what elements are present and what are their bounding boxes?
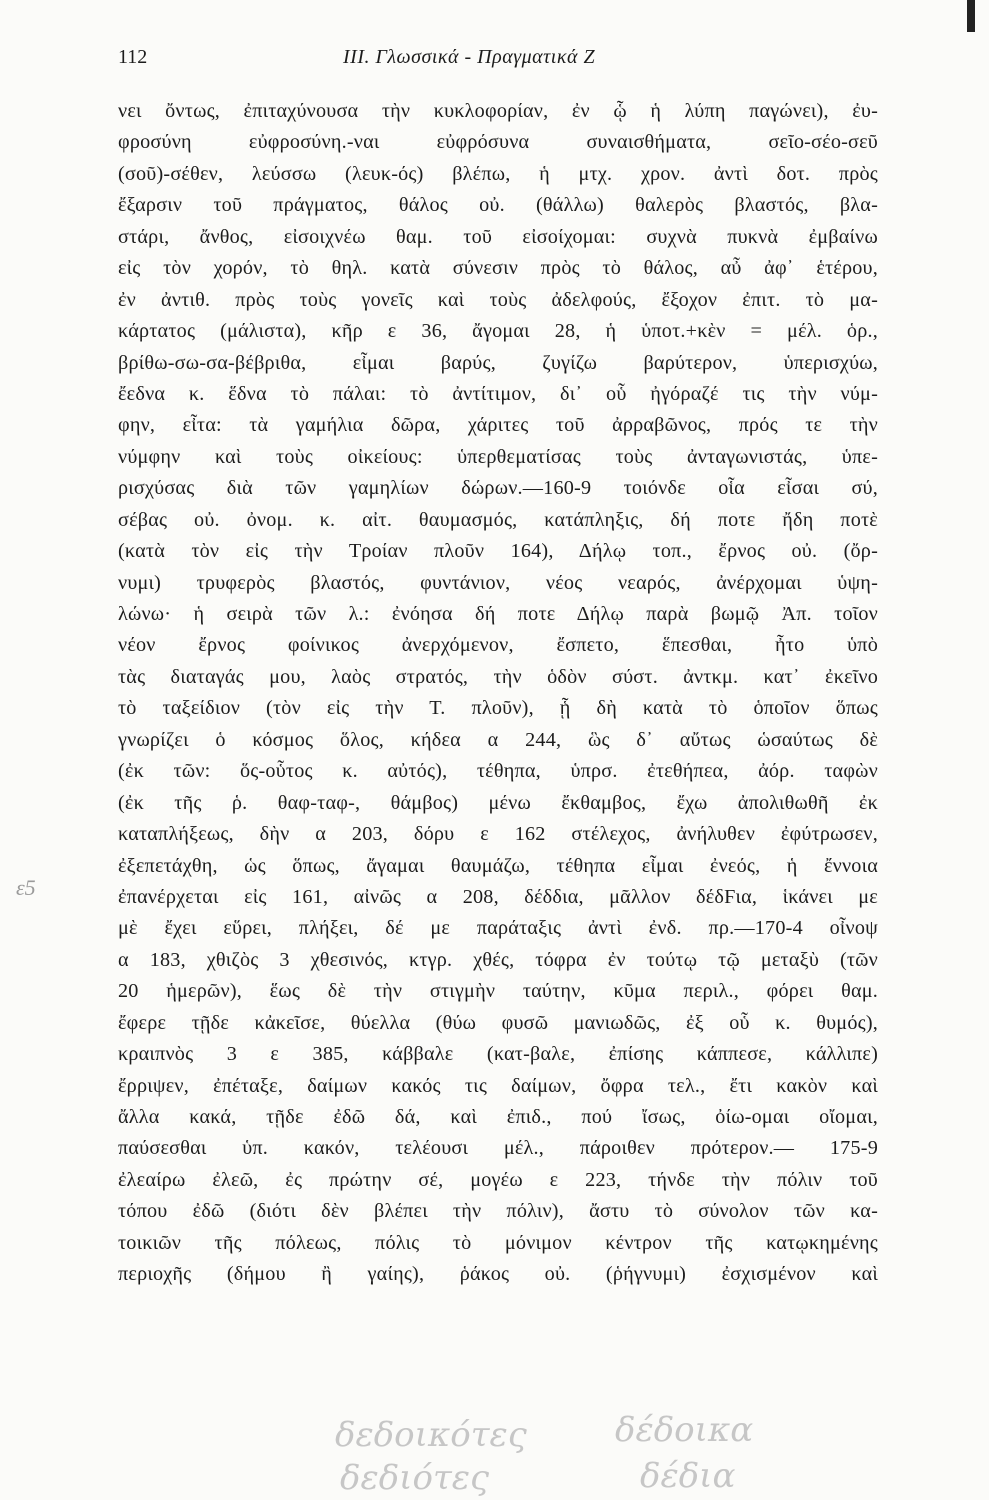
text-line: σέβας οὐ. ὀνομ. κ. αἰτ. θαυμασμός, κατάπληξις, δή ποτε ἤδη ποτὲ [118,508,878,531]
pencil-note: δέδια [640,1456,736,1496]
text-line: ἔφερε τῇδε κἀκεῖσε, θύελλα (θύω φυσῶ μανιωδῶς, ἐξ οὗ κ. θυμός), [118,1011,878,1034]
text-line: περιοχῆς (δήμου ἢ γαίης), ῥάκος οὐ. (ῥήγνυμι) ἐσχισμένον καὶ [118,1263,878,1286]
text-line: νύμφην καὶ τοὺς οἰκείους: ὑπερθεματίσας τοὺς ἀνταγωνιστάς, ὑπε- [118,445,878,468]
page-header [118,46,878,76]
pencil-note: δέδοικα [615,1410,754,1450]
text-line: τὰς διαταγάς μου, λαὸς στρατός, τὴν ὁδὸν σύστ. ἀντκμ. κατ᾽ ἐκεῖνο [118,665,878,688]
text-line: φην, εἶτα: τὰ γαμήλια δῶρα, χάριτες τοῦ ἀρραβῶνος, πρός τε τὴν [118,414,878,437]
text-line: ἄλλα κακά, τῇδε ἐδῶ δά, καὶ ἐπιδ., πού ἴσως, ὀίω-ομαι οἴομαι, [118,1106,878,1128]
text-line: (κατὰ τὸν εἰς τὴν Τροίαν πλοῦν 164), Δήλῳ τοπ., ἔρνος οὐ. (ὄρ- [118,540,878,563]
text-line: νέον ἔρνος φοίνικος ἀνερχόμενον, ἔσπετο, ἕπεσθαι, ἦτο ὑπὸ [118,634,878,657]
text-line: (ἐκ τῆς ῥ. θαφ-ταφ-, θάμβος) μένω ἔκθαμβος, ἔχω ἀπολιθωθῆ ἐκ [118,791,878,814]
text-line: τόπου ἐδῶ (διότι δὲν βλέπει τὴν πόλιν), ἄστυ τὸ σύνολον τῶν κα- [118,1200,878,1223]
text-line: βρίθω-σω-σα-βέβριθα, εἶμαι βαρύς, ζυγίζω βαρύτερον, ὑπερισχύω, [118,351,878,374]
text-line: παύσεσθαι ὑπ. κακόν, τελέουσι μέλ., πάροιθεν πρότερον.— 175-9 [118,1137,878,1160]
text-line: (σοῦ)-σέθεν, λεύσσω (λευκ-ός) βλέπω, ἡ μτχ. χρον. ἀντὶ δοτ. πρὸς [118,162,878,185]
text-line: ἔρριψεν, ἐπέταξε, δαίμων κακός τις δαίμων, ὄφρα τελ., ἔτι κακὸν καὶ [118,1074,878,1097]
text-line: ἐπανέρχεται εἰς 161, αἰνῶς α 208, δέδδια, μᾶλλον δέδϜια, ἱκάνει με [118,885,878,908]
margin-annotation: ε5 [16,875,36,900]
text-line: νει ὄντως, ἐπιταχύνουσα τὴν κυκλοφορίαν, ἐν ᾧ ἡ λύπη παγώνει), ἐυ- [118,100,878,122]
text-line: φροσύνη εὐφροσύνη.-ναι εὐφρόσυνα συναισθήματα, σεῖο-σέο-σεῦ [118,131,878,154]
text-line: λώνω· ἡ σειρὰ τῶν λ.: ἐνόησα δή ποτε Δήλῳ παρὰ βωμῷ Ἀπ. τοῖον [118,603,878,625]
text-line: μὲ ἔχει εὕρει, πλήξει, δέ με παράταξις ἀντὶ ἐνδ. πρ.—170-4 οἶνοψ [118,917,878,940]
text-line: τὸ ταξείδιον (τὸν εἰς τὴν Τ. πλοῦν), ᾗ δὴ κατὰ τὸ ὁποῖον ὅπως [118,697,878,720]
text-line: ἐν ἀντιθ. πρὸς τοὺς γονεῖς καὶ τοὺς ἀδελφούς, ἔξοχον ἐπιτ. τὸ μα- [118,288,878,311]
text-line [118,1291,878,1322]
text-line: κάρτατος (μάλιστα), κῆρ ε 36, ἄγομαι 28, ἡ ὑποτ.+κὲν = μέλ. ὁρ., [118,320,878,343]
text-line: τοικιῶν τῆς πόλεως, πόλις τὸ μόνιμον κέντρον τῆς κατῳκημένης [118,1231,878,1254]
running-head: III. Γλωσσικά - Πραγματικά Ζ [343,46,596,68]
text-line: καταπλήξεως, δὴν α 203, δόρυ ε 162 στέλεχος, ἀνήλυθεν ἐφύτρωσεν, [118,823,878,846]
text-line: ρισχύσας διὰ τῶν γαμηλίων δώρων.—160-9 τοιόνδε οἷα εἶσαι σύ, [118,477,878,500]
text-line: 20 ἡμερῶν), ἕως δὲ τὴν στιγμὴν ταύτην, κῦμα περιλ., φόρει θαμ. [118,980,878,1003]
text-line: στάρι, ἄνθος, εἰσοιχνέω θαμ. τοῦ εἰσοίχομαι: συχνὰ πυκνὰ ἐμβαίνω [118,225,878,248]
scan-edge-mark [967,0,975,32]
text-line: α 183, χθιζὸς 3 χθεσινός, κτγρ. χθές, τόφρα ἐν τούτῳ τῷ μεταξὺ (τῶν [118,948,878,971]
text-line: ἔεδνα κ. ἕδνα τὸ πάλαι: τὸ ἀντίτιμον, δι᾽ οὗ ἠγόραζέ τις τὴν νύμ- [118,382,878,405]
text-line: νυμι) τρυφερὸς βλαστός, φυντάνιον, νέος νεαρός, ἀνέρχομαι ὑψη- [118,571,878,594]
text-line: γνωρίζει ὁ κόσμος ὅλος, κήδεα α 244, ὣς δ᾽ αὔτως ὡσαύτως δὲ [118,728,878,751]
text-line: (ἐκ τῶν: ὅς-οὗτος κ. αὐτός), τέθηπα, ὑπρσ. ἐτεθήπεα, ἀόρ. ταφὼν [118,760,878,783]
text-line: ἔξαρσιν τοῦ πράγματος, θάλος οὐ. (θάλλω) θαλερὸς βλαστός, βλα- [118,194,878,217]
text-line: ἐξεπετάχθη, ὡς ὅπως, ἄγαμαι θαυμάζω, τέθηπα εἶμαι ἐνεός, ἡ ἔννοια [118,854,878,877]
text-line: ἐλεαίρω ἐλεῶ, ἐς πρώτην σέ, μογέω ε 223, τήνδε τὴν πόλιν τοῦ [118,1168,878,1191]
text-line: κραιπνὸς 3 ε 385, κάββαλε (κατ-βαλε, ἐπίσης κάππεσε, κάλλιπε) [118,1043,878,1066]
commentary-text [118,96,878,1322]
pencil-note: δεδοικότες [335,1415,527,1455]
text-line: εἰς τὸν χορόν, τὸ θηλ. κατὰ σύνεσιν πρὸς τὸ θάλος, αὖ ἀφ᾽ ἑτέρου, [118,257,878,280]
page-number: 112 [118,46,148,68]
pencil-note: δεδιότες [340,1458,490,1498]
